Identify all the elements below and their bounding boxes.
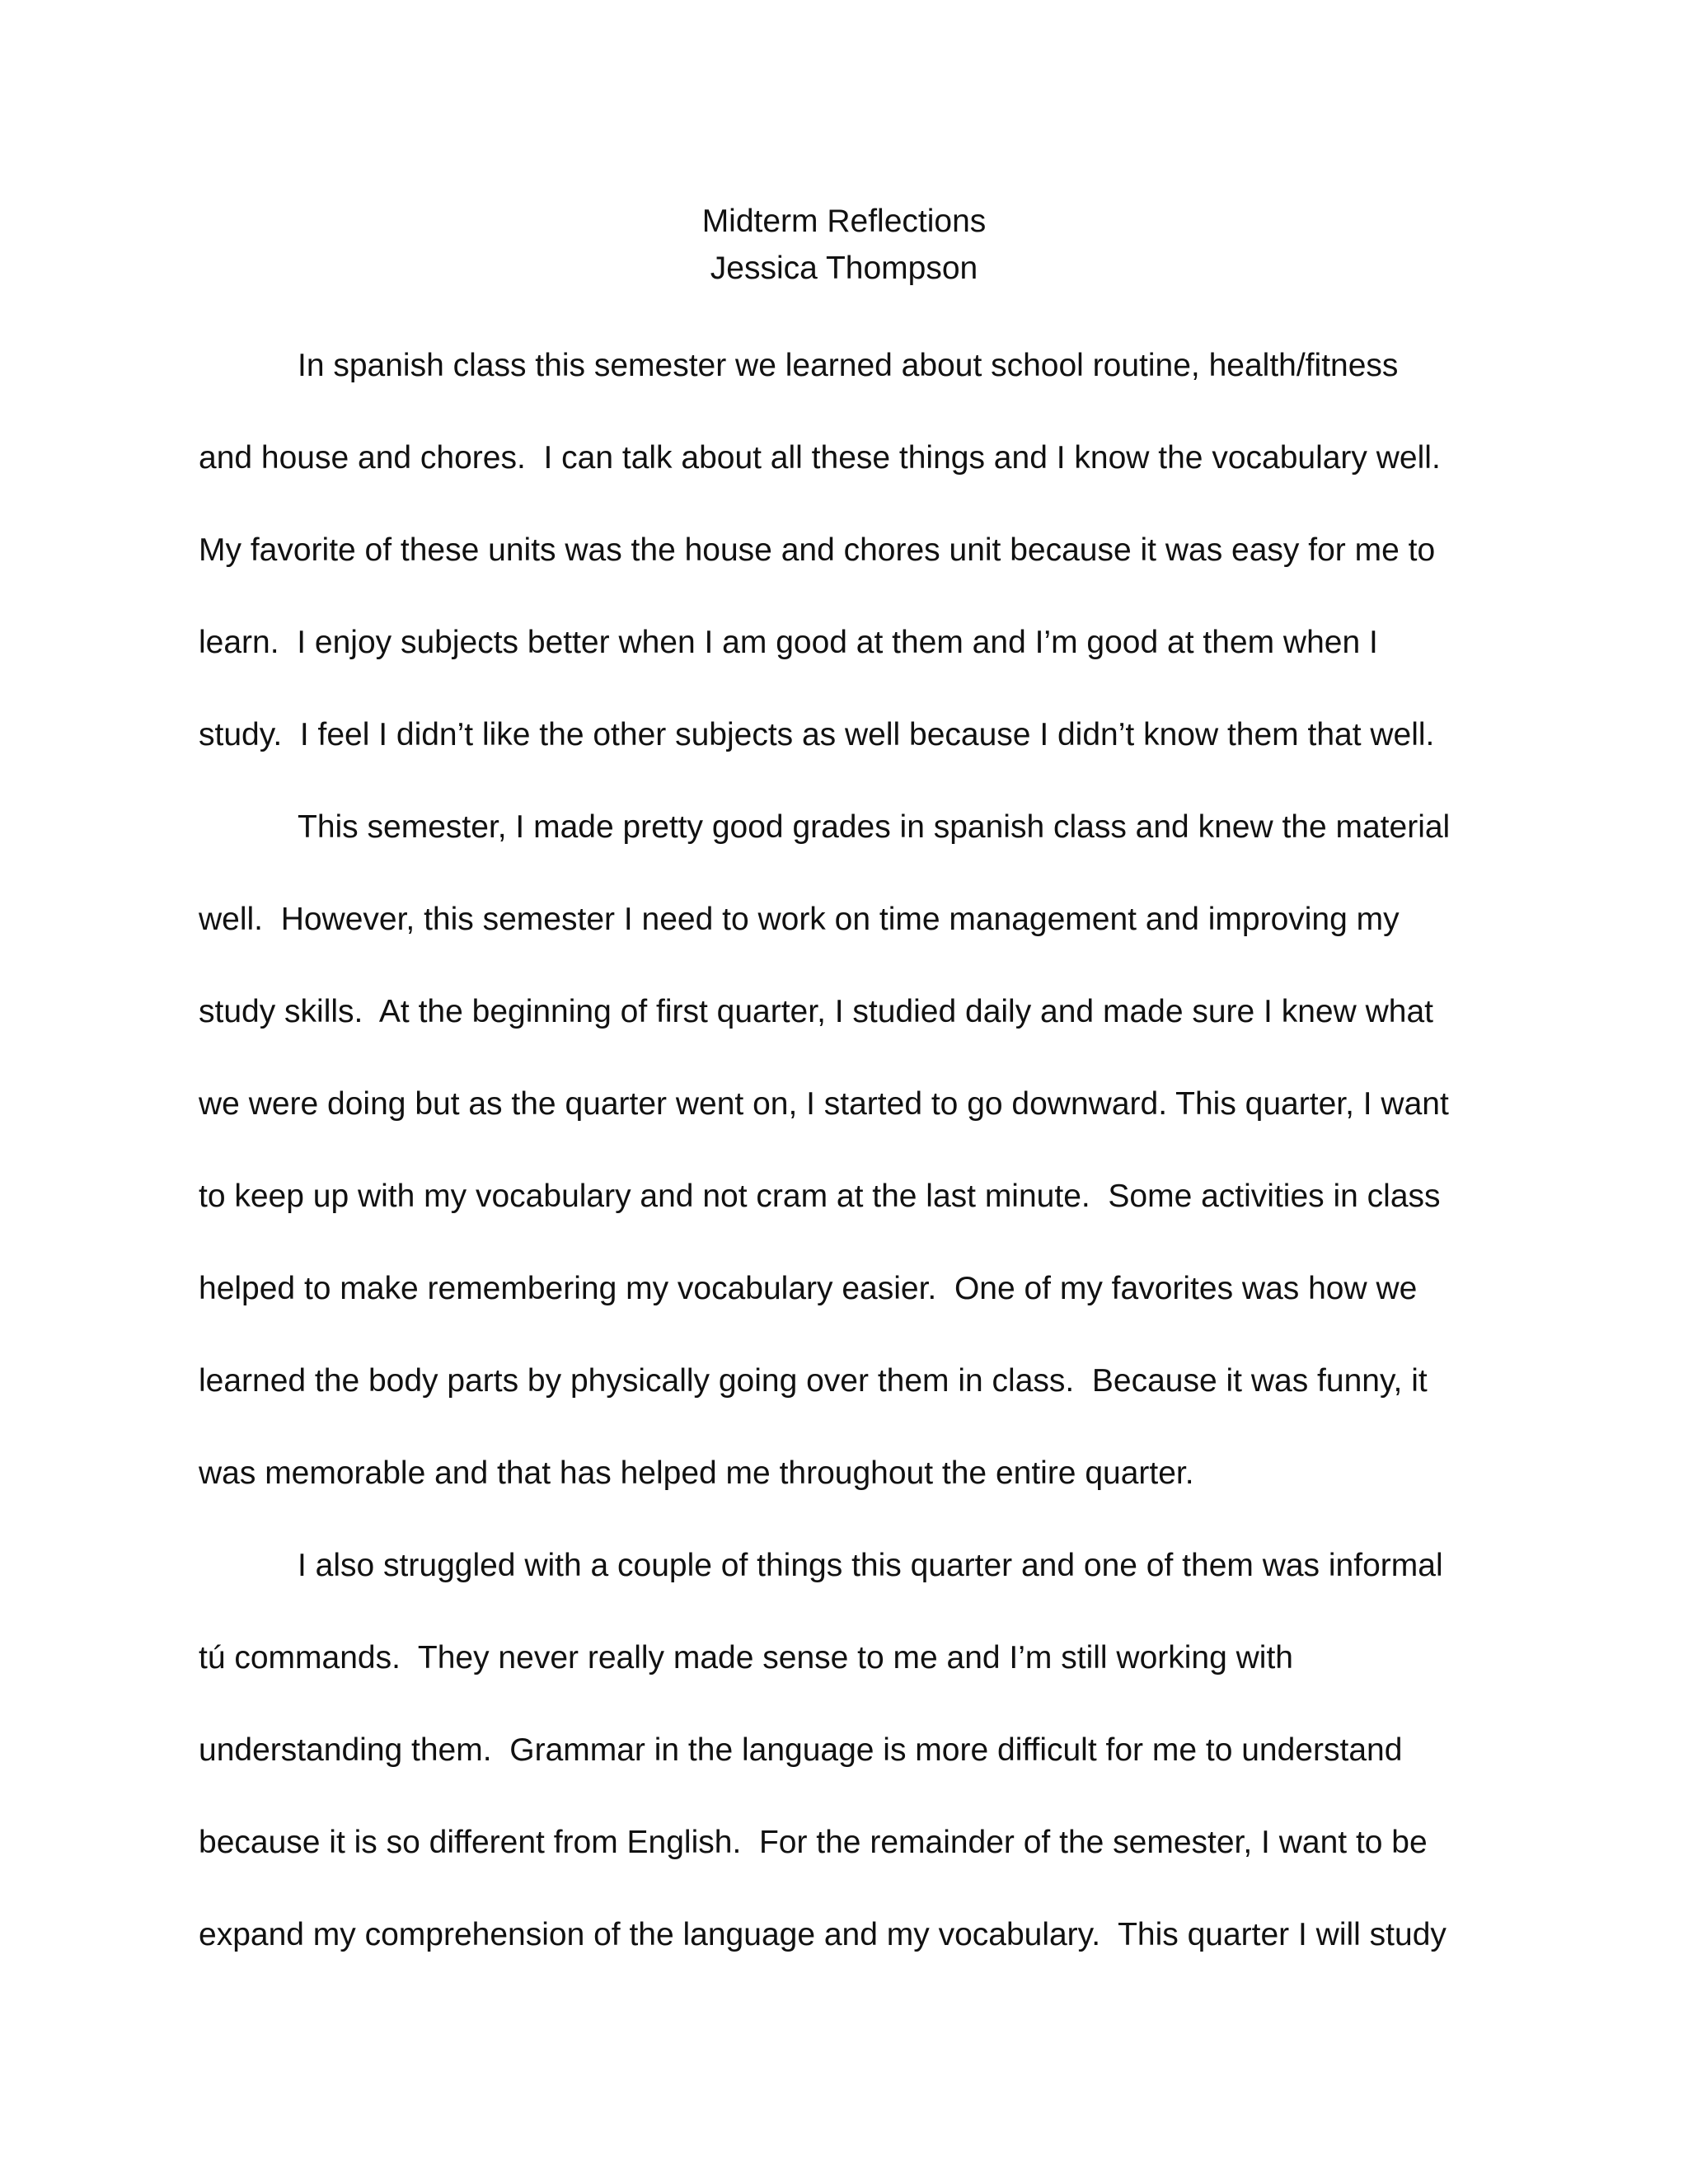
paragraph-2-line-4: we were doing but as the quarter went on, I started to go downward. This quarter, I want: [199, 1086, 1449, 1122]
document-author: Jessica Thompson: [710, 251, 978, 286]
paragraph-3-line-3: understanding them. Grammar in the language is more difficult for me to understand: [199, 1732, 1403, 1768]
paragraph-1-line-5: study. I feel I didn’t like the other subjects as well because I didn’t know them that well.: [199, 717, 1435, 752]
paragraph-2-line-3: study skills. At the beginning of first quarter, I studied daily and made sure I knew what: [199, 994, 1433, 1029]
paragraph-2-line-1: This semester, I made pretty good grades in spanish class and knew the material: [298, 809, 1451, 845]
paragraph-1-line-1: In spanish class this semester we learned about school routine, health/fitness: [298, 348, 1399, 383]
paragraph-1-line-4: learn. I enjoy subjects better when I am good at them and I’m good at them when I: [199, 625, 1378, 660]
paragraph-2-line-2: well. However, this semester I need to work on time management and improving my: [199, 902, 1400, 937]
paragraph-3-line-4: because it is so different from English. For the remainder of the semester, I want to be: [199, 1825, 1428, 1860]
paragraph-3-line-5: expand my comprehension of the language and my vocabulary. This quarter I will study: [199, 1917, 1447, 1952]
paragraph-2-line-5: to keep up with my vocabulary and not cram at the last minute. Some activities in class: [199, 1179, 1441, 1214]
paragraph-1-line-3: My favorite of these units was the house and chores unit because it was easy for me to: [199, 532, 1436, 568]
document-title: Midterm Reflections: [701, 204, 987, 239]
paragraph-2-line-6: helped to make remembering my vocabulary easier. One of my favorites was how we: [199, 1271, 1418, 1306]
title-block: [0, 198, 1688, 292]
paragraph-1-line-2: and house and chores. I can talk about all these things and I know the vocabulary well.: [199, 440, 1441, 476]
paragraph-2-line-8: was memorable and that has helped me throughout the entire quarter.: [199, 1455, 1194, 1491]
paragraph-3-line-2: tú commands. They never really made sense to me and I’m still working with: [199, 1640, 1293, 1675]
paragraph-3-line-1: I also struggled with a couple of things this quarter and one of them was informal: [298, 1548, 1443, 1583]
paragraph-2-line-7: learned the body parts by physically going over them in class. Because it was funny, it: [199, 1363, 1428, 1399]
